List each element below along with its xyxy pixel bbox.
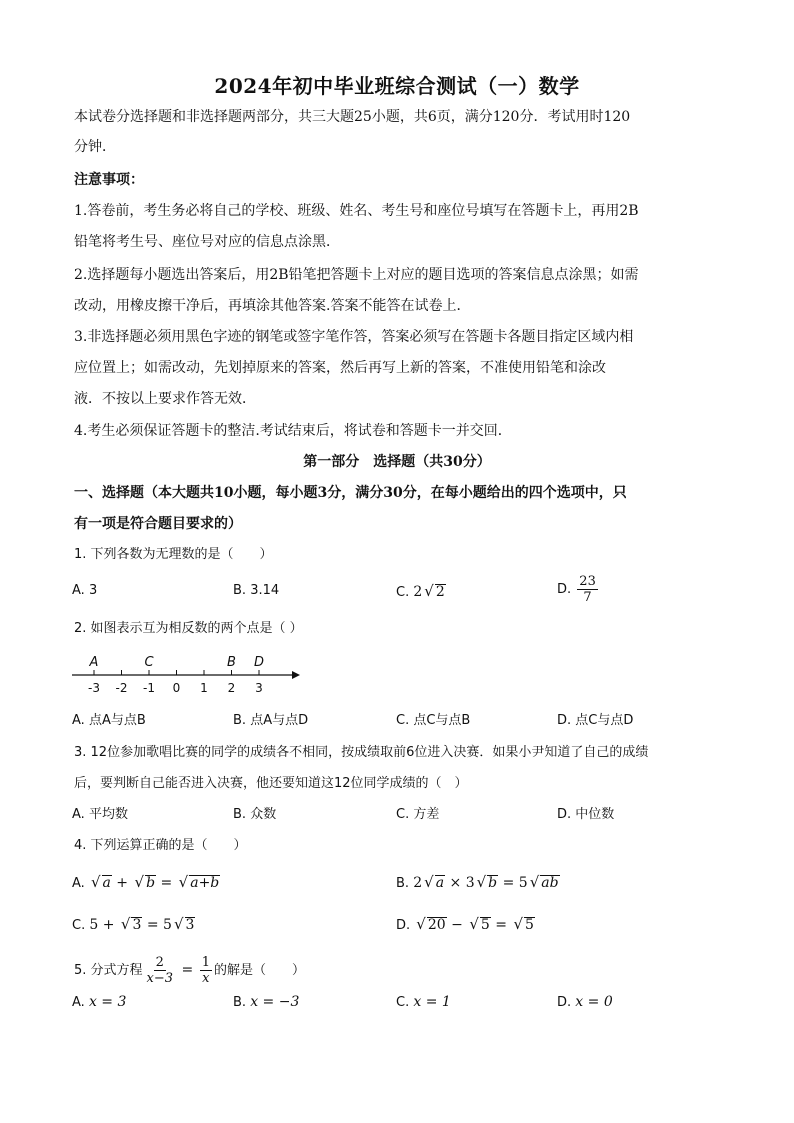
q2-option-b xyxy=(233,711,308,731)
q3-option-a xyxy=(72,805,128,825)
q3-a-letter: A. xyxy=(72,807,85,822)
notice-2b: 改动，用橡皮擦干净后，再填涂其他答案.答案不能答在试卷上． xyxy=(74,298,471,314)
notice-1b: 铅笔将考生号、座位号对应的信息点涂黑． xyxy=(74,234,340,250)
q5-a-letter: A. xyxy=(72,995,85,1010)
page-title: 2024年初中毕业班综合测试（一）数学 xyxy=(214,74,580,98)
q4-b-c2: 3 xyxy=(465,875,475,891)
arrow-icon xyxy=(292,671,300,679)
q1-option-d xyxy=(557,574,600,605)
q5-f2-denominator: x xyxy=(202,971,210,986)
q4-b-c3: 5 xyxy=(518,875,528,891)
q4-b-c1: 2 xyxy=(413,875,423,891)
q3-c-text: 方差 xyxy=(413,807,440,822)
q3-option-c xyxy=(396,805,439,825)
q4-c-c2: 5 xyxy=(163,917,172,933)
q5-fraction-1 xyxy=(145,955,176,986)
q1-option-c xyxy=(396,581,446,603)
q4-a-rad3: a+b xyxy=(190,875,220,891)
q4-d-letter: D. xyxy=(396,918,411,933)
q2-c-letter: C. xyxy=(396,713,410,728)
number-line-point-label: C xyxy=(144,655,154,670)
q2-stem: 2. 如图表示互为相反数的两个点是（ ） xyxy=(74,621,303,636)
q1-d-fraction xyxy=(577,574,598,605)
q2-option-c xyxy=(396,711,470,731)
number-line xyxy=(60,648,310,696)
q4-c-r1: 3 xyxy=(132,917,142,933)
q3-b-text: 众数 xyxy=(250,807,277,822)
q1-c-letter: C. xyxy=(396,585,410,600)
q5-stem-pre: 5. 分式方程 xyxy=(74,963,143,978)
number-line-tick-label: 1 xyxy=(200,681,208,695)
q2-c-text: 点C与点B xyxy=(413,713,471,728)
q5-stem: 5. 分式方程 $\frac{2}{x-3}$ = $\frac{1}{x}$ 的解是（ ） xyxy=(74,955,305,986)
q2-a-text: 点A与点B xyxy=(88,713,146,728)
number-line-point-label: A xyxy=(89,655,99,670)
number-line-tick-label: -1 xyxy=(143,681,155,695)
q2-a-letter: A. xyxy=(72,713,85,728)
intro-line-1: 本试卷分选择题和非选择题两部分，共三大题25小题，共6页，满分120分．考试用时120 xyxy=(74,109,631,125)
part-heading-a: 一、选择题（本大题共10小题，每小题3分，满分30分，在每小题给出的四个选项中，只 xyxy=(74,485,627,501)
number-line-tick-label: -3 xyxy=(88,681,100,695)
number-line-point-label: D xyxy=(253,655,265,670)
number-line-tick-label: 2 xyxy=(227,681,236,695)
q5-b-letter: B. xyxy=(233,995,247,1010)
notice-2a: 2.选择题每小题选出答案后，用2B铅笔把答题卡上对应的题目选项的答案信息点涂黑；如需 xyxy=(74,267,639,283)
q4-a-rad2: b xyxy=(146,875,156,891)
q3-option-b xyxy=(233,805,276,825)
q3-d-letter: D. xyxy=(557,807,572,822)
q4-option-a: A. √ a + √ b = √ a+b xyxy=(72,873,220,891)
q1-c-coef: 2 xyxy=(413,584,423,600)
q4-option-b: B. 2 √ a × 3 √ b = 5 √ ab xyxy=(396,873,559,891)
q1-d-numerator: 23 xyxy=(579,574,596,589)
number-line-tick-label: -2 xyxy=(115,681,128,695)
q2-option-a xyxy=(72,711,146,731)
q3-stem-a: 3. 12位参加歌唱比赛的同学的成绩各不相同，按成绩取前6位进入决赛．如果小尹知道了自己的成绩 xyxy=(74,745,649,760)
q5-d-letter: D. xyxy=(557,995,572,1010)
q1-option-b xyxy=(233,581,279,601)
q4-b-r2: b xyxy=(488,875,498,891)
q1-b-letter: B. xyxy=(233,583,247,598)
q4-d-r1: 20 xyxy=(427,917,446,933)
q5-d-value: x = 0 xyxy=(575,994,613,1010)
q4-c-r2: 3 xyxy=(185,917,195,933)
notice-3a: 3.非选择题必须用黑色字迹的钢笔或签字笔作答，答案必须写在答题卡各题目指定区域内相 xyxy=(74,329,634,345)
q5-stem-post: 的解是（ ） xyxy=(213,963,305,978)
notice-3c: 液．不按以上要求作答无效． xyxy=(74,391,256,407)
q4-d-r2: 5 xyxy=(480,917,490,933)
q1-option-a xyxy=(72,581,97,601)
intro-line-2: 分钟． xyxy=(74,139,116,155)
notice-3b: 应位置上；如需改动，先划掉原来的答案，然后再写上新的答案，不准使用铅笔和涂改 xyxy=(74,360,606,376)
number-line-point-label: B xyxy=(227,655,236,670)
q2-b-letter: B. xyxy=(233,713,247,728)
q1-c-radicand: 2 xyxy=(435,584,445,600)
q4-a-rad1: a xyxy=(102,875,111,891)
q5-option-d xyxy=(557,992,613,1013)
q4-c-letter: C. xyxy=(72,918,86,933)
q4-b-r1: a xyxy=(435,875,445,891)
q4-c-lead: 5 xyxy=(89,917,99,933)
q3-option-d xyxy=(557,805,614,825)
q1-stem: 1. 下列各数为无理数的是（ ） xyxy=(74,547,273,562)
q3-stem-b: 后，要判断自己能否进入决赛，他还要知道这12位同学成绩的（ ） xyxy=(74,776,468,791)
q4-b-letter: B. xyxy=(396,876,410,891)
q2-d-letter: D. xyxy=(557,713,572,728)
q5-option-b xyxy=(233,992,299,1013)
q1-d-denominator: 7 xyxy=(583,590,592,605)
q5-option-c xyxy=(396,992,451,1013)
sqrt-icon: √ xyxy=(424,582,434,600)
q3-d-text: 中位数 xyxy=(575,807,615,822)
part-heading-b: 有一项是符合题目要求的） xyxy=(74,516,242,532)
q5-b-value: x = −3 xyxy=(250,994,300,1010)
number-line-tick-label: 3 xyxy=(255,681,263,695)
q5-a-value: x = 3 xyxy=(88,994,127,1010)
q5-f1-numerator: 2 xyxy=(155,955,164,970)
q5-fraction-2 xyxy=(200,955,212,986)
section-title: 第一部分 选择题（共30分） xyxy=(303,454,491,470)
notice-4: 4.考生必须保证答题卡的整洁.考试结束后，将试卷和答题卡一并交回． xyxy=(74,423,512,439)
q1-a-letter: A. xyxy=(72,583,85,598)
q1-a-value: 3 xyxy=(88,583,98,598)
q5-c-value: x = 1 xyxy=(413,994,451,1010)
notice-heading: 注意事项： xyxy=(74,172,144,188)
q5-c-letter: C. xyxy=(396,995,410,1010)
q5-f2-numerator: 1 xyxy=(201,955,210,970)
q4-d-r3: 5 xyxy=(525,917,534,933)
q4-option-c: C. 5 + √ 3 = 5 √ 3 xyxy=(72,915,195,933)
q2-option-d xyxy=(557,711,633,731)
q3-c-letter: C. xyxy=(396,807,410,822)
q1-d-letter: D. xyxy=(557,582,572,597)
q5-f1-denominator: x−3 xyxy=(146,971,174,986)
q2-b-text: 点A与点D xyxy=(250,713,309,728)
q4-option-d: D. √ 20 − √ 5 = √ 5 xyxy=(396,915,534,933)
q3-b-letter: B. xyxy=(233,807,247,822)
q4-b-r3: ab xyxy=(541,875,559,891)
q5-option-a xyxy=(72,992,126,1013)
q4-a-letter: A. xyxy=(72,876,85,891)
q2-d-text: 点C与点D xyxy=(575,713,634,728)
notice-1a: 1.答卷前，考生务必将自己的学校、班级、姓名、考生号和座位号填写在答题卡上，再用2B xyxy=(74,203,639,219)
q4-stem: 4. 下列运算正确的是（ ） xyxy=(74,838,247,853)
q3-a-text: 平均数 xyxy=(88,807,128,822)
q1-b-value: 3.14 xyxy=(250,583,280,598)
number-line-tick-label: 0 xyxy=(172,681,181,695)
